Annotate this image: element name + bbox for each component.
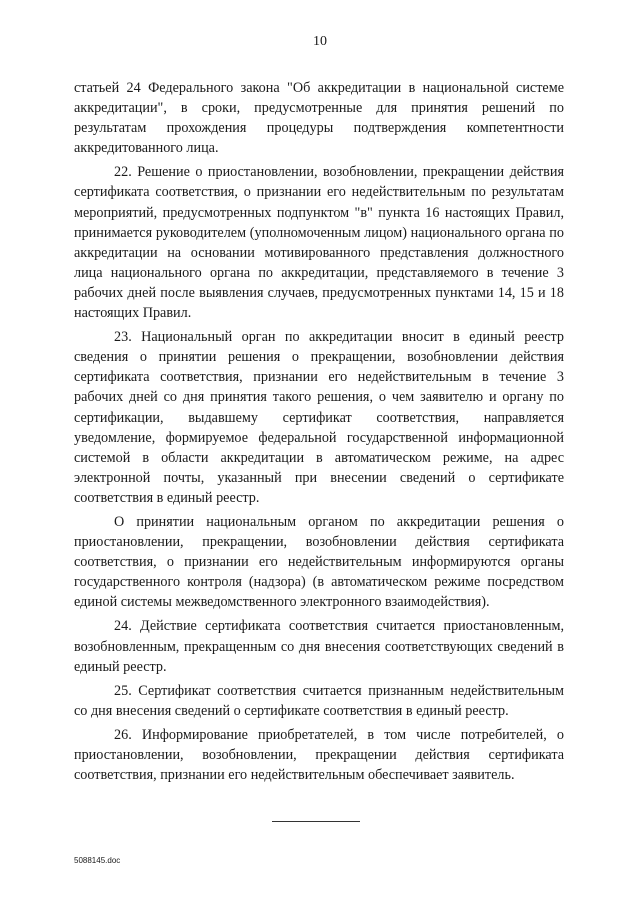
document-body — [74, 78, 564, 789]
end-separator-line — [272, 821, 360, 822]
paragraph-23: 23. Национальный орган по аккредитации вносит в единый реестр сведения о принятии решения о прекращении, возобновлении действия сертификата соответствия, признании его недействительным в течение 3 рабочих дней со дня принятия такого решения, о чем заявителю и органу по сертификации, выдавшему сертификат соответствия, направляется уведомление, формируемое федеральной государственной информационной системой в области аккредитации в автоматическом режиме, на адрес электронной почты, указанный при внесении сведений о сертификате соответствия в единый реестр. — [74, 329, 564, 506]
paragraph-23-notice: О принятии национальным органом по аккредитации решения о приостановлении, прекращении, возобновлении действия сертификата соответствия, о признании его недействительным информируются органы государственного контроля (надзора) (в автоматическом режиме посредством единой системы межведомственного электронного взаимодействия). — [74, 513, 564, 611]
paragraph-22: 22. Решение о приостановлении, возобновлении, прекращении действия сертификата соответствия, о признании его недействительным по результатам мероприятий, предусмотренных подпунктом "в" пункта 16 настоящих Правил, принимается руководителем (уполномоченным лицом) национального органа по аккредитации на основании мотивированного представления должностного лица национального органа по аккредитации, представляемого в течение 3 рабочих дней после выявления случаев, предусмотренных пунктами 14, 15 и 18 настоящих Правил. — [74, 164, 564, 322]
paragraph-26: 26. Информирование приобретателей, в том числе потребителей, о приостановлении, возобновлении, прекращении действия сертификата соответствия, признании его недействительным обеспечивает заявитель. — [74, 726, 564, 784]
paragraph-continuation: статьей 24 Федерального закона "Об аккредитации в национальной системе аккредитации", в сроки, предусмотренные для принятия решений по результатам прохождения процедуры подтверждения компетентности аккредитованного лица. — [74, 80, 564, 157]
paragraph-25: 25. Сертификат соответствия считается признанным недействительным со дня внесения сведений о сертификате соответствия в единый реестр. — [74, 682, 564, 719]
page-number: 10 — [313, 34, 327, 49]
document-file-code: 5088145.doc — [74, 856, 121, 865]
paragraph-24: 24. Действие сертификата соответствия считается приостановленным, возобновленным, прекращенным со дня внесения соответствующих сведений в единый реестр. — [74, 618, 564, 675]
